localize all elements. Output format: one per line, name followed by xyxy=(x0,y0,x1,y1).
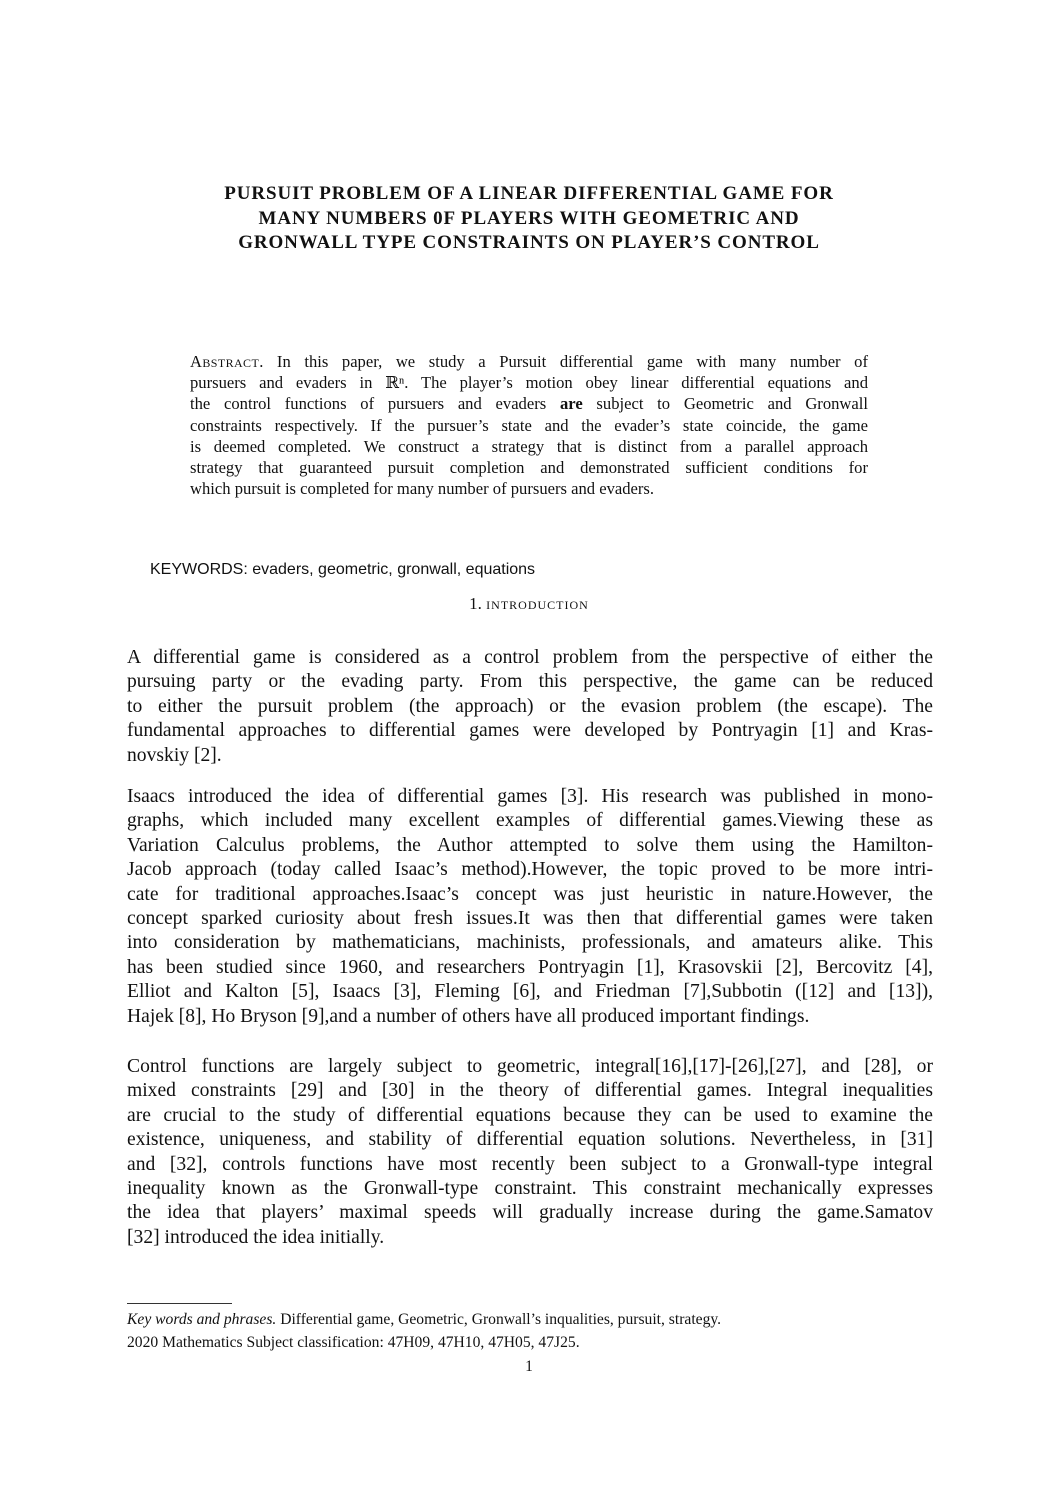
body-line: inequality known as the Gronwall-type constraint. This constraint mechanically expresses xyxy=(127,1178,933,1200)
body-line: mixed constraints [29] and [30] in the theory of differential games. Integral inequalities xyxy=(127,1080,933,1102)
title-line: PURSUIT PROBLEM OF A LINEAR DIFFERENTIAL GAME FOR xyxy=(224,183,834,204)
abstract xyxy=(190,351,868,499)
body-line: pursuing party or the evading party. From this perspective, the game can be reduced xyxy=(127,671,933,693)
body-line: novskiy [2]. xyxy=(127,744,222,766)
body-line: existence, uniqueness, and stability of differential equation solutions. Nevertheless, in [31] xyxy=(127,1129,933,1151)
body-line: Control functions are largely subject to geometric, integral[16],[17]-[26],[27], and [28], or xyxy=(127,1056,933,1077)
body-paragraph-1 xyxy=(127,646,933,768)
abstract-line: Abstract. In this paper, we study a Pursuit differential game with many number of xyxy=(190,352,868,371)
body-line: has been studied since 1960, and researchers Pontryagin [1], Krasovskii [2], Bercovitz [4], xyxy=(127,956,933,978)
page-number: 1 xyxy=(525,1358,533,1375)
section-number: 1. xyxy=(469,594,482,613)
abstract-line: the control functions of pursuers and evaders are subject to Geometric and Gronwall xyxy=(190,394,869,414)
abstract-line: is deemed completed. We construct a strategy that is distinct from a parallel approach xyxy=(190,436,868,456)
abstract-label: Abstract xyxy=(190,352,260,371)
body-line: concept sparked curiosity about fresh issues.It was then that differential games were taken xyxy=(127,908,933,930)
body-line: are crucial to the study of differential equations because they can be used to examine the xyxy=(127,1104,933,1126)
footnote-keywords-label: Key words and phrases. xyxy=(127,1311,277,1328)
footnote-keywords xyxy=(127,1310,721,1330)
body-paragraph-2 xyxy=(127,785,933,1029)
abstract-line: pursuers and evaders in ℝⁿ. The player’s motion obey linear differential equations and xyxy=(190,373,868,393)
abstract-line: strategy that guaranteed pursuit completion and demonstrated sufficient conditions for xyxy=(190,458,868,478)
body-line: Variation Calculus problems, the Author attempted to solve them using the Hamilton- xyxy=(127,834,933,856)
body-line: Jacob approach (today called Isaac’s method).However, the topic proved to be more intri- xyxy=(127,859,933,881)
body-line: the idea that players’ maximal speeds will gradually increase during the game.Samatov xyxy=(127,1202,933,1224)
body-line: graphs, which included many excellent examples of differential games.Viewing these as xyxy=(127,810,933,832)
body-line: cate for traditional approaches.Isaac’s concept was just heuristic in nature.However, the xyxy=(127,883,933,905)
keywords-line: KEYWORDS: evaders, geometric, gronwall, equations xyxy=(150,561,536,578)
body-line: Hajek [8], Ho Bryson [9],and a number of others have all produced important findings. xyxy=(127,1005,810,1027)
footnote-keywords-text: Differential game, Geometric, Gronwall’s inqualities, pursuit, strategy. xyxy=(276,1311,722,1328)
title-line: GRONWALL TYPE CONSTRAINTS ON PLAYER’S CONTROL xyxy=(238,232,820,253)
body-paragraph-3 xyxy=(127,1055,933,1250)
section-heading xyxy=(0,594,1058,614)
paper-title xyxy=(0,182,1058,256)
abstract-line: which pursuit is completed for many number of pursuers and evaders. xyxy=(190,479,655,499)
bold-word: are xyxy=(559,394,583,414)
section-title: introduction xyxy=(486,594,589,613)
body-line: to either the pursuit problem (the approach) or the evasion problem (the escape). The xyxy=(127,695,933,717)
title-line: MANY NUMBERS 0F PLAYERS WITH GEOMETRIC AND xyxy=(258,207,800,229)
body-line: fundamental approaches to differential games were developed by Pontryagin [1] and Kras- xyxy=(127,720,933,742)
body-line: A differential game is considered as a control problem from the perspective of either the xyxy=(127,647,933,668)
body-line: into consideration by mathematicians, machinists, professionals, and amateurs alike. This xyxy=(127,932,933,954)
body-line: Elliot and Kalton [5], Isaacs [3], Fleming [6], and Friedman [7],Subbotin ([12] and [13]), xyxy=(127,981,933,1003)
footnote-msc: 2020 Mathematics Subject classification: 47H09, 47H10, 47H05, 47J25. xyxy=(127,1334,580,1351)
body-line: and [32], controls functions have most recently been subject to a Gronwall-type integral xyxy=(127,1153,933,1175)
body-line: [32] introduced the idea initially. xyxy=(127,1226,385,1248)
body-line: Isaacs introduced the idea of differential games [3]. His research was published in mono- xyxy=(127,786,933,807)
abstract-line: constraints respectively. If the pursuer’s state and the evader’s state coincide, the game xyxy=(190,415,868,435)
footnote-rule xyxy=(127,1303,232,1304)
